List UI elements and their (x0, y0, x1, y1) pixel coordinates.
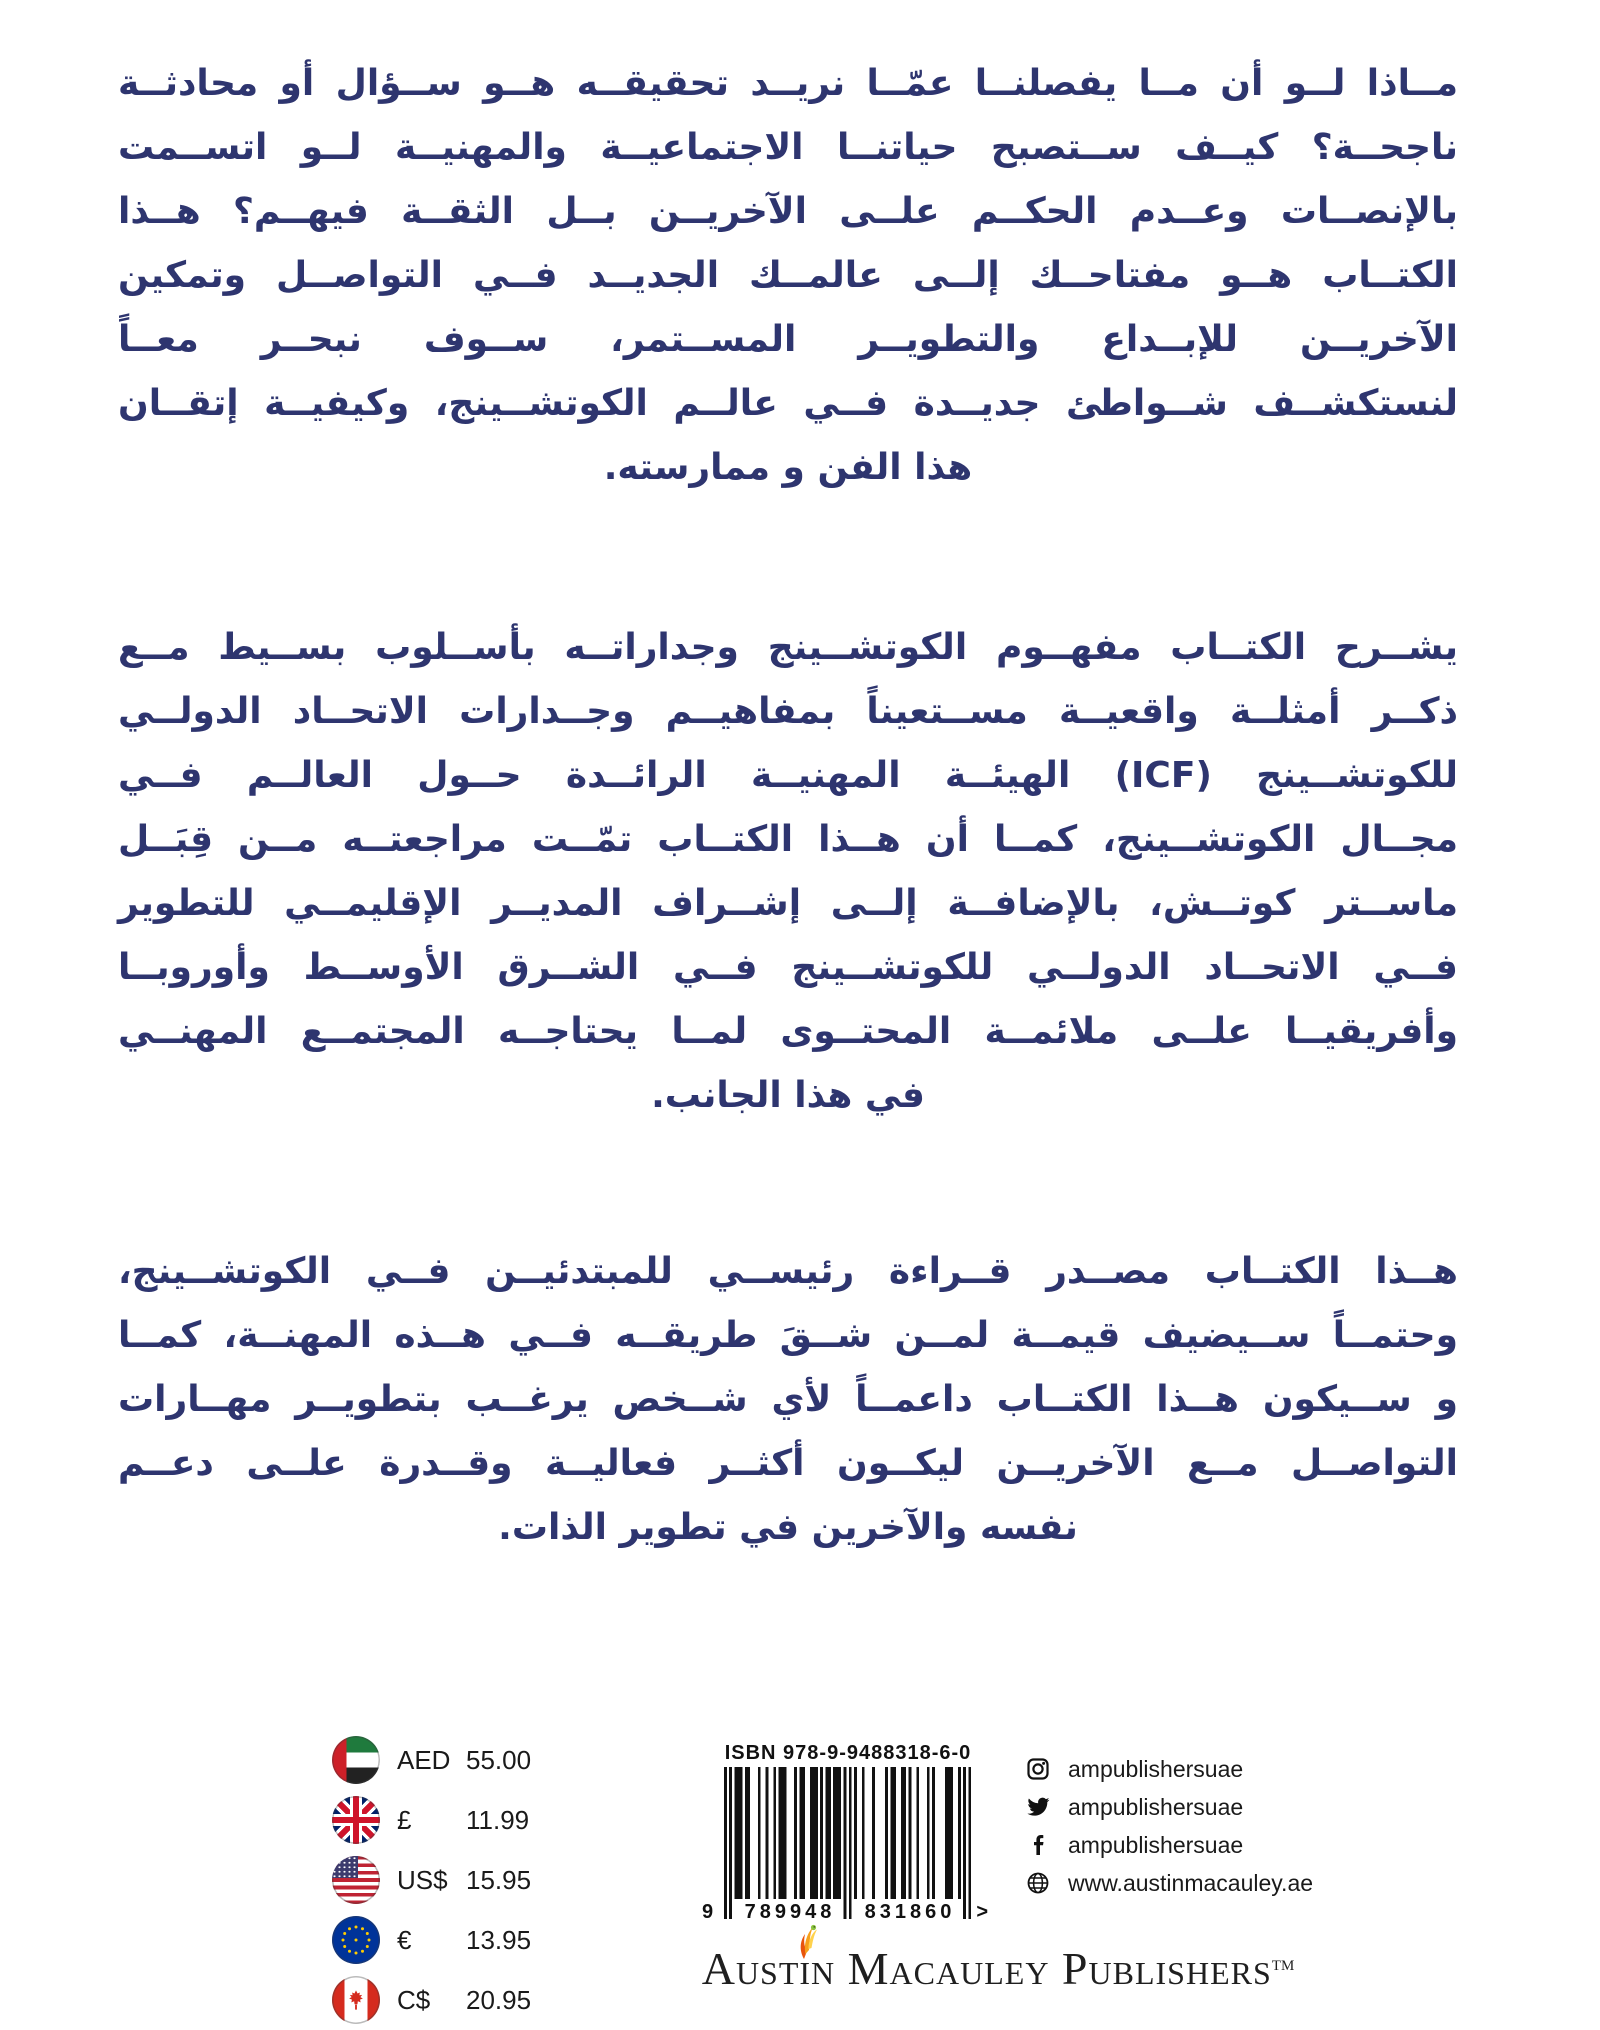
social-list (1026, 1750, 1313, 1902)
price-list (332, 1730, 531, 2030)
currency-code: US$ (397, 1864, 448, 1895)
currency-code: € (397, 1924, 412, 1955)
trademark-symbol: TM (1271, 1958, 1295, 1974)
barcode-bars (702, 1767, 988, 1925)
instagram-icon (1026, 1757, 1050, 1781)
facebook-icon (1026, 1833, 1050, 1857)
barcode-digits (702, 1901, 988, 1925)
arabic-line: للكوتشــينج (ICF) الهيئــة المهنيــة الرائــدة حــول العالــم فــي (118, 755, 1458, 796)
price-amount: 55.00 (466, 1744, 532, 1775)
globe-icon (1026, 1871, 1050, 1895)
currency-code: C$ (397, 1984, 431, 2015)
publisher-name: Austin Macauley Publishers (701, 1943, 1272, 1994)
isbn-barcode (702, 1742, 988, 1925)
barcode-trail-char: > (976, 1901, 988, 1923)
arabic-paragraph (118, 616, 1458, 1128)
arabic-line: نفسه والآخرين في تطوير الذات. (498, 1507, 1078, 1548)
instagram-icon (1026, 1757, 1050, 1781)
publisher-logo (698, 1940, 1298, 1995)
twitter-icon (1026, 1795, 1050, 1819)
uk-flag-icon (332, 1796, 380, 1844)
arabic-line: ناجحــة؟ كيــف ســتصبح حياتنــا الاجتماعيــة والمهنيــة لــو اتســمت (118, 127, 1458, 168)
arabic-line: و ســيكون هــذا الكتــاب داعمــاً لأي شــخص يرغــب بتطويــر مهــارات (118, 1379, 1458, 1420)
arabic-line: يشــرح الكتــاب مفهــوم الكوتشــينج وجداراتــه بأســلوب بســيط مــع (118, 627, 1458, 668)
arabic-line: الكتــاب هــو مفتاحــك إلــى عالمــك الجديــد فــي التواصــل وتمكين (118, 255, 1458, 296)
price-amount: 11.99 (466, 1804, 530, 1835)
arabic-line: في هذا الجانب. (651, 1075, 925, 1116)
price-amount: 13.95 (466, 1924, 532, 1955)
price-row (332, 1790, 531, 1850)
social-handle: ampublishersuae (1068, 1793, 1244, 1820)
uae-flag-icon (332, 1736, 380, 1784)
arabic-line: فــي الاتحــاد الدولــي للكوتشــينج فــي الشــرق الأوســط وأوروبــا (118, 947, 1458, 988)
currency-code: £ (397, 1804, 412, 1835)
arabic-line: وأفريقيــا علــى ملائمــة المحتــوى لمــا يحتاجــه المجتمــع المهنــي (118, 1011, 1458, 1052)
social-row (1026, 1750, 1313, 1788)
arabic-line: التواصــل مــع الآخريــن ليكــون أكثــر فعاليــة وقــدرة علــى دعــم (118, 1443, 1458, 1484)
eu-stars (355, 1939, 358, 1942)
facebook-icon (1026, 1833, 1050, 1857)
barcode-left-group: 789948 (738, 1901, 842, 1924)
isbn-label: ISBN 978-9-9488318-6-0 (724, 1742, 972, 1764)
eu-flag-icon (332, 1916, 380, 1964)
arabic-paragraph (118, 1240, 1458, 1560)
social-handle: www.austinmacauley.ae (1068, 1869, 1314, 1896)
price-row (332, 1910, 531, 1970)
twitter-icon (1026, 1795, 1050, 1819)
social-row (1026, 1864, 1313, 1902)
social-handle: ampublishersuae (1068, 1831, 1244, 1858)
arabic-paragraph (118, 52, 1458, 500)
price-row (332, 1850, 531, 1910)
arabic-line: الآخريــن للإبــداع والتطويــر المســتمر، ســوف نبحــر معــاً (118, 319, 1458, 360)
globe-icon (1026, 1871, 1050, 1895)
social-row (1026, 1826, 1313, 1864)
usa-flag-icon (332, 1856, 380, 1904)
price-amount: 15.95 (466, 1864, 532, 1895)
maple-leaf-icon (345, 1989, 367, 2011)
price-row (332, 1970, 531, 2030)
barcode-lead-digit: 9 (702, 1901, 714, 1923)
arabic-line: مــاذا لــو أن مــا يفصلنــا عمّــا نريــد تحقيقــه هــو ســؤال أو محادثــة (118, 63, 1458, 104)
arabic-line: هذا الفن و ممارسته. (603, 447, 973, 488)
arabic-text-block (118, 52, 1458, 1560)
arabic-line: لنستكشــف شــواطئ جديــدة فــي عالــم الكوتشــينج، وكيفيــة إتقــان (118, 383, 1458, 424)
us-canton (332, 1856, 358, 1878)
arabic-line: ماســتر كوتــش، بالإضافــة إلــى إشــراف المديــر الإقليمــي للتطوير (118, 883, 1458, 924)
arabic-line: وحتمــاً ســيضيف قيمــة لمــن شــقَ طريقــه فــي هــذه المهنــة، كمــا (118, 1315, 1458, 1356)
arabic-line: مجــال الكوتشــينج، كمــا أن هــذا الكتــاب تمّــت مراجعتــه مــن قِبَــل (118, 819, 1458, 860)
arabic-line: بالإنصــات وعــدم الحكــم علــى الآخريــن بــل الثقــة فيهــم؟ هــذا (118, 191, 1458, 232)
barcode-right-group: 831860 (858, 1901, 962, 1924)
currency-code: AED (397, 1744, 451, 1775)
canada-flag-icon (332, 1976, 380, 2024)
social-row (1026, 1788, 1313, 1826)
arabic-line: هــذا الكتــاب مصــدر قــراءة رئيســي للمبتدئيــن فــي الكوتشــينج، (118, 1251, 1458, 1292)
price-row (332, 1730, 531, 1790)
social-handle: ampublishersuae (1068, 1755, 1244, 1782)
price-amount: 20.95 (466, 1984, 532, 2015)
arabic-line: ذكــر أمثلــة واقعيــة مســتعيناً بمفاهيــم وجــدارات الاتحــاد الدولــي (118, 691, 1458, 732)
